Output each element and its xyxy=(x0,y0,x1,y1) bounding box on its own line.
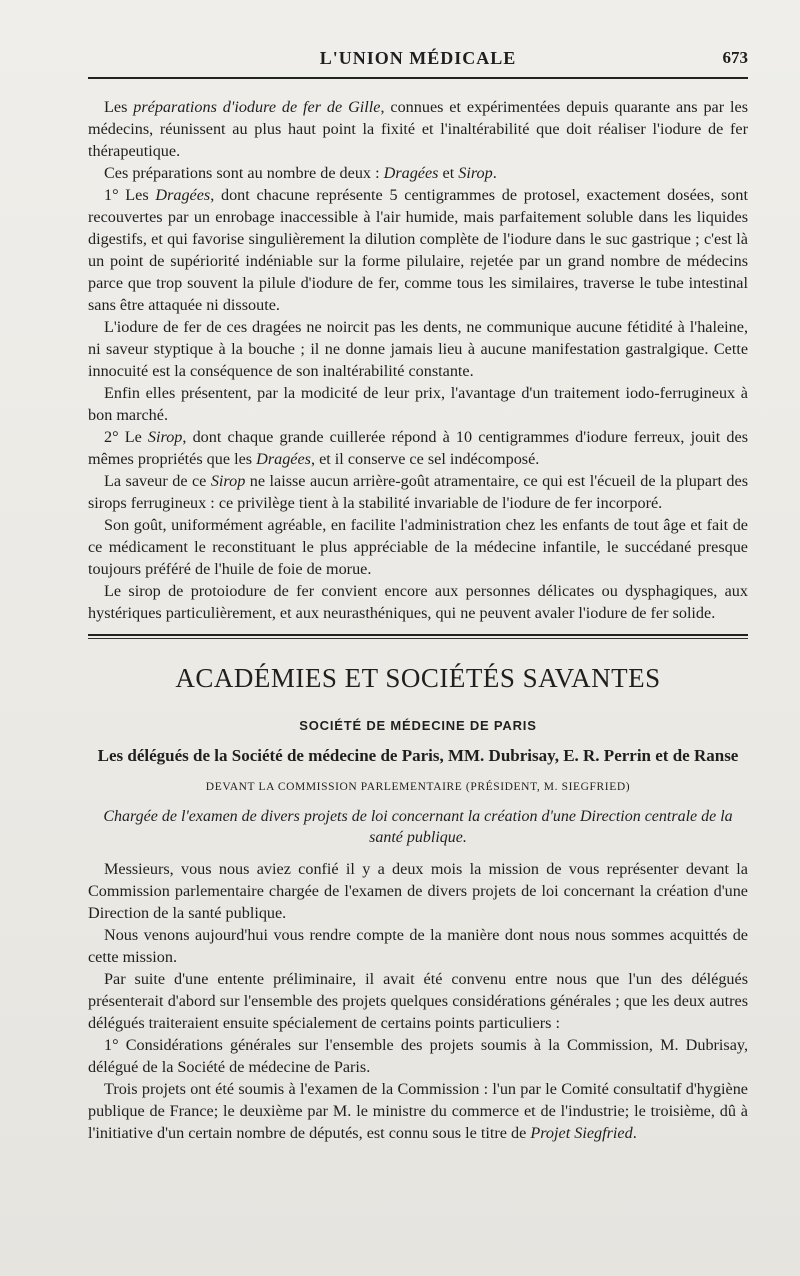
text-run: 1° Les xyxy=(104,186,156,204)
text-run: , dont chaque grande cuillerée répond à 10 centigrammes d'iodure ferreux, jouit des mêmes propriétés que les xyxy=(88,428,748,468)
text-run: La saveur de ce xyxy=(104,472,211,490)
paragraph xyxy=(88,162,748,184)
commission-subheading: DEVANT LA COMMISSION PARLEMENTAIRE (PRÉSIDENT, M. SIEGFRIED) xyxy=(205,781,631,793)
delegates-heading: Les délégués de la Société de médecine de Paris, MM. Dubrisay, E. R. Perrin et de Ranse xyxy=(97,746,739,765)
text-run: . xyxy=(492,164,497,182)
paragraph: L'iodure de fer de ces dragées ne noircit pas les dents, ne communique aucune fétidité à l'haleine, ni saveur styptique à la bouche ; il ne donne jamais lieu à aucune manifestation gastralgique. Cette innocuité est la conséquence de son inaltérabilité constante. xyxy=(88,318,748,380)
paragraph: Messieurs, vous nous aviez confié il y a deux mois la mission de vous représenter devant la Commission parlementaire chargée de l'examen de divers projets de loi concernant la création d'une Direction de la santé publique. xyxy=(88,860,748,922)
paragraph xyxy=(88,184,748,316)
text-run: 2° Le xyxy=(104,428,148,446)
text-run: Trois projets ont été soumis à l'examen de la Commission : l'un par le Comité consultatif d'hygiène publique de France; le deuxième par M. le ministre du commerce et de l'industrie; le troisième, dû à l'initiative d'un certain nombre de députés, est connu sous le titre de xyxy=(88,1080,748,1142)
paragraph: Nous venons aujourd'hui vous rendre compte de la manière dont nous nous sommes acquittés de cette mission. xyxy=(88,926,748,966)
text-run-italic: Projet Siegfried xyxy=(530,1124,633,1142)
paragraph: Son goût, uniformément agréable, en facilite l'administration chez les enfants de tout âge et fait de ce médicament le reconstituant le plus appréciable de la médecine infantile, le succédané presque toujours préféré de l'huile de foie de morue. xyxy=(88,516,748,578)
page-header xyxy=(88,48,748,78)
society-heading: SOCIÉTÉ DE MÉDECINE DE PARIS xyxy=(299,718,537,733)
text-run: , dont chacune représente 5 centigrammes de protosel, exactement dosées, sont recouvertes par un enrobage inaccessible à l'air humide, mais parfaitement soluble dans les liquides digestifs, et qui favorise singulièrement la dilution complète de l'iodure dans le suc gastrique ; c'est là un point de supériorité indéniable sur la forme pilulaire, rejetée par un grand nombre de médecins parce que trop souvent la pilule d'iodure de fer, comme tous les similaires, traverse le tube intestinal sans être attaquée ni dissoute. xyxy=(88,186,748,314)
section-divider xyxy=(88,634,748,636)
section-title: ACADÉMIES ET SOCIÉTÉS SAVANTES xyxy=(175,663,661,693)
text-run-italic: préparations d'iodure de fer de Gille xyxy=(133,98,381,116)
paragraph: Enfin elles présentent, par la modicité de leur prix, l'avantage d'un traitement iodo-ferrugineux à bon marché. xyxy=(88,384,748,424)
paragraph xyxy=(88,96,748,162)
paragraph xyxy=(88,470,748,514)
mission-subheading: Chargée de l'examen de divers projets de loi concernant la création d'une Direction centrale de la santé publique. xyxy=(103,808,733,846)
running-title: L'UNION MÉDICALE xyxy=(319,48,517,68)
text-run-italic: Dragées xyxy=(155,186,211,204)
paragraph: 1° Considérations générales sur l'ensemble des projets soumis à la Commission, M. Dubrisay, délégué de la Société de médecine de Paris. xyxy=(88,1036,748,1076)
text-run-italic: Sirop xyxy=(147,428,183,446)
text-run-italic: Sirop xyxy=(458,164,493,182)
paragraph: Le sirop de protoiodure de fer convient encore aux personnes délicates ou dysphagiques, aux hystériques particulièrement, et aux neurasthéniques, qui ne peuvent avaler l'iodure de fer solide. xyxy=(88,582,748,622)
paragraph xyxy=(88,1078,748,1144)
section-divider-thin xyxy=(88,638,748,639)
text-run: , connues et expérimentées depuis quarante ans par les médecins, réunissent au plus haut point la fixité et l'inaltérabilité que doit réaliser l'iodure de fer thérapeutique. xyxy=(88,98,748,160)
text-run-italic: Dragées xyxy=(256,450,311,468)
paragraph: Par suite d'une entente préliminaire, il avait été convenu entre nous que l'un des délégués présenterait d'abord sur l'ensemble des projets quelques considérations générales ; que les deux autres délégués traiteraient ensuite spécialement de certains points particuliers : xyxy=(88,970,748,1032)
page-number: 673 xyxy=(722,48,748,67)
paragraph xyxy=(88,426,748,470)
text-run-italic: Sirop xyxy=(210,472,246,490)
text-run: et xyxy=(438,164,459,182)
text-run: Ces préparations sont au nombre de deux : xyxy=(104,164,384,182)
article-body xyxy=(88,96,748,1144)
text-run: ne laisse aucun arrière-goût atramentaire, ce qui est l'écueil de la plupart des sirops ferrugineux : ce privilège tient à la stabilité invariable de l'iodure de fer incorporé. xyxy=(88,472,749,512)
text-run: . xyxy=(632,1124,637,1142)
text-run-italic: Dragées xyxy=(383,164,439,182)
text-run: Les xyxy=(104,98,134,116)
text-run: , et il conserve ce sel indécomposé. xyxy=(310,450,540,468)
header-rule xyxy=(88,77,748,79)
